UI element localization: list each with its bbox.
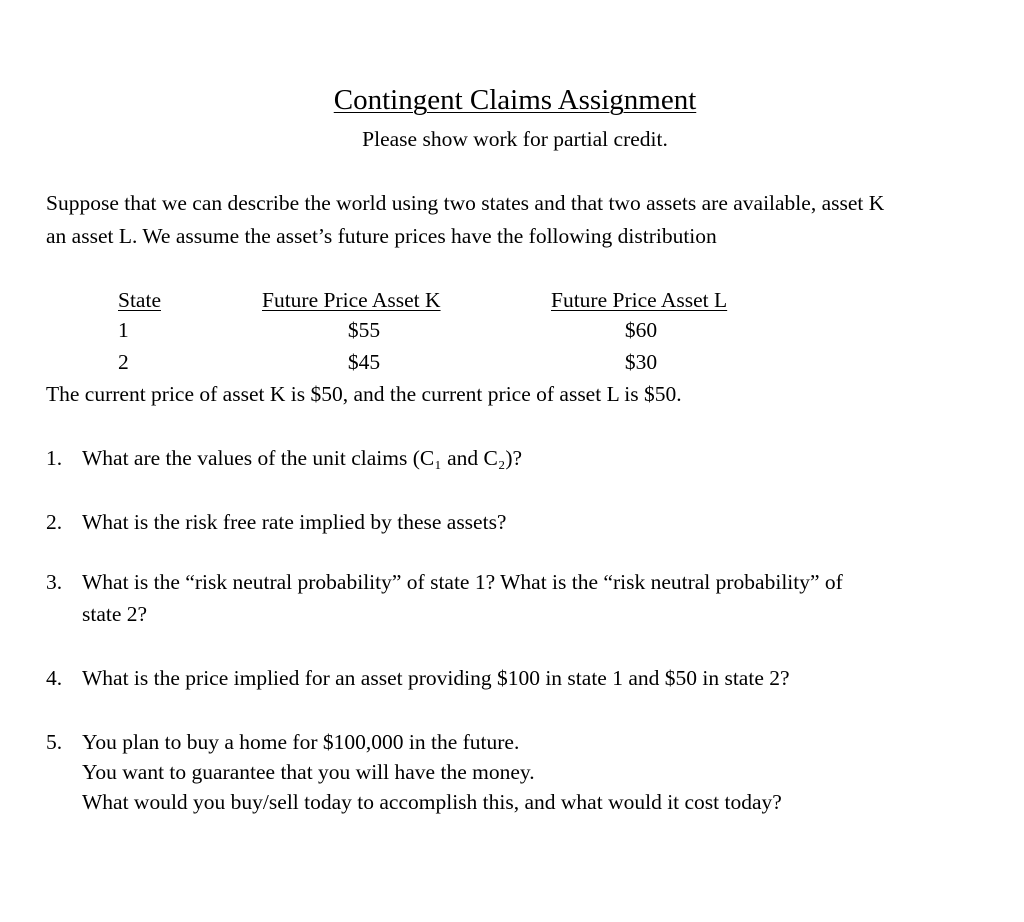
question-text-continued: What would you buy/sell today to accomplish this, and what would it cost today? <box>82 790 782 814</box>
question-number: 2. <box>46 510 63 534</box>
question-text: What is the risk free rate implied by these assets? <box>82 510 507 534</box>
table-cell-asset-k: $55 <box>347 318 381 342</box>
question-number: 4. <box>46 666 63 690</box>
page-title: Contingent Claims Assignment <box>333 84 697 116</box>
question-text: What are the values of the unit claims (C₁ and C₂)? <box>82 446 523 470</box>
table-cell-asset-l: $60 <box>624 318 658 342</box>
table-header-state: State <box>118 288 161 312</box>
question-number: 3. <box>46 570 63 594</box>
table-header-asset-k: Future Price Asset K <box>262 288 441 312</box>
intro-line-2: an asset L. We assume the asset’s future prices have the following distribution <box>46 224 717 248</box>
question-text: What is the price implied for an asset providing $100 in state 1 and $50 in state 2? <box>82 666 790 690</box>
table-cell-asset-l: $30 <box>624 350 658 374</box>
table-cell-state: 2 <box>118 350 129 374</box>
table-header-asset-l: Future Price Asset L <box>551 288 728 312</box>
current-prices-text: The current price of asset K is $50, and the current price of asset L is $50. <box>46 382 682 406</box>
question-number: 5. <box>46 730 63 754</box>
question-text-continued: state 2? <box>82 602 148 626</box>
question-text: What is the “risk neutral probability” of state 1? What is the “risk neutral probability” of <box>82 570 843 594</box>
table-cell-asset-k: $45 <box>347 350 381 374</box>
question-number: 1. <box>46 446 63 470</box>
table-cell-state: 1 <box>118 318 129 342</box>
page-subtitle: Please show work for partial credit. <box>362 127 668 151</box>
question-text-continued: You want to guarantee that you will have the money. <box>82 760 535 784</box>
question-text: You plan to buy a home for $100,000 in the future. <box>82 730 520 754</box>
intro-line-1: Suppose that we can describe the world using two states and that two assets are available, asset K <box>46 191 885 215</box>
